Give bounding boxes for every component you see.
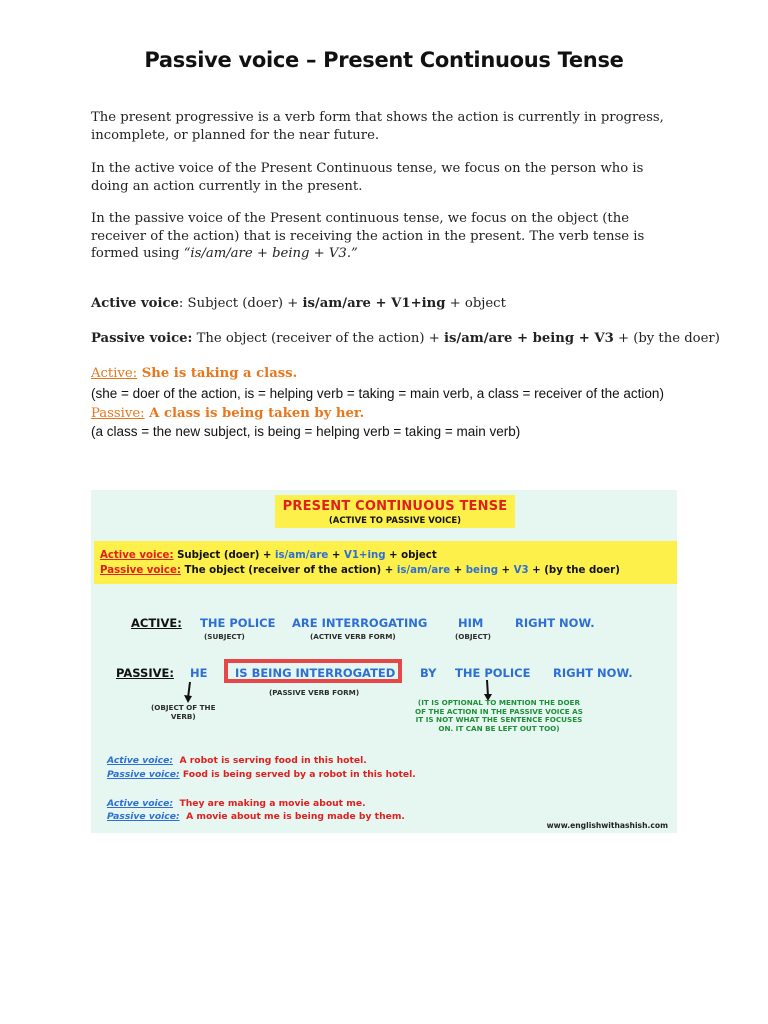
label-optional-doer	[415, 699, 583, 733]
label-optional-line-4: ON. IT CAN BE LEFT OUT TOO)	[438, 723, 560, 733]
website-credit: www.englishwithashish.com	[546, 821, 668, 830]
infographic-active-rule-e: + object	[385, 550, 437, 561]
active-time: RIGHT NOW.	[515, 616, 595, 630]
passive-rule-label: Passive voice:	[91, 331, 193, 346]
infographic-active-rule-c: +	[328, 550, 344, 561]
example-passive	[91, 405, 691, 422]
active-heading: ACTIVE:	[131, 616, 182, 630]
infographic-example-4	[107, 811, 405, 822]
infographic-passive-rule-label: Passive voice:	[100, 565, 181, 576]
label-object-of-verb-line-2: VERB)	[170, 712, 196, 721]
infographic-title: PRESENT CONTINUOUS TENSE	[282, 499, 508, 514]
infographic-passive-rule-d: being	[465, 565, 499, 576]
label-subject: (SUBJECT)	[204, 632, 245, 641]
infographic-rule-box	[94, 541, 677, 584]
passive-time: RIGHT NOW.	[553, 666, 633, 680]
infographic-example-2-label: Passive voice:	[107, 769, 180, 780]
infographic-example-1	[107, 755, 367, 766]
infographic-active-rule-b: is/am/are	[275, 550, 329, 561]
passive-rule-part1: The object (receiver of the action) +	[192, 331, 444, 346]
label-object-of-verb	[151, 703, 216, 721]
infographic-example-2-text: Food is being served by a robot in this hotel.	[182, 769, 416, 780]
label-active-verb-form: (ACTIVE VERB FORM)	[310, 632, 396, 641]
intro-paragraph-3-text: In the passive voice of the Present continuous tense, we focus on the object (the receiver of the action) that is receiving the action in the present. The verb tense is formed using	[91, 211, 645, 261]
active-rule	[91, 295, 691, 312]
passive-agent: THE POLICE	[455, 666, 531, 680]
example-active-label: Active:	[91, 366, 138, 381]
infographic-passive-rule-b: is/am/are	[396, 565, 451, 576]
infographic-example-3-label: Active voice:	[107, 798, 174, 809]
infographic-example-1-text: A robot is serving food in this hotel.	[179, 755, 367, 766]
label-optional-line-2: OF THE ACTION IN THE PASSIVE VOICE AS	[415, 706, 583, 716]
infographic-example-3	[107, 798, 366, 809]
infographic-passive-rule	[100, 565, 620, 576]
infographic-active-rule-d: V1+ing	[343, 550, 386, 561]
infographic-passive-rule-c: +	[450, 565, 466, 576]
intro-paragraph-1: The present progressive is a verb form that shows the action is currently in progress, incomplete, or planned for the near future.	[91, 110, 664, 143]
infographic-example-1-label: Active voice:	[107, 755, 174, 766]
infographic-example-4-label: Passive voice:	[107, 811, 180, 822]
active-rule-part1: : Subject (doer) +	[178, 296, 303, 311]
active-object: HIM	[458, 616, 484, 630]
label-optional-line-1: (IT IS OPTIONAL TO MENTION THE DOER	[417, 698, 580, 707]
formula-inline: “is/am/are + being + V3.”	[183, 246, 358, 261]
label-passive-verb-form: (PASSIVE VERB FORM)	[269, 688, 360, 697]
passive-rule	[91, 330, 720, 347]
passive-heading: PASSIVE:	[116, 666, 174, 680]
passive-subject: HE	[190, 666, 208, 680]
active-verb: ARE INTERROGATING	[292, 616, 428, 630]
infographic-example-4-text: A movie about me is being made by them.	[186, 811, 405, 822]
infographic-passive-rule-f: V3	[513, 565, 529, 576]
infographic-active-rule-a: Subject (doer) +	[173, 550, 275, 561]
infographic-example-3-text: They are making a movie about me.	[179, 798, 366, 809]
active-subject: THE POLICE	[200, 616, 276, 630]
page-title: Passive voice – Present Continuous Tense	[144, 48, 624, 72]
example-active-sentence: She is taking a class.	[137, 366, 298, 381]
infographic-passive-rule-g: + (by the doer)	[528, 565, 620, 576]
label-object: (OBJECT)	[455, 632, 491, 641]
infographic-example-2	[107, 769, 416, 780]
example-passive-sentence: A class is being taken by her.	[144, 406, 365, 421]
infographic-active-rule-label: Active voice:	[100, 550, 174, 561]
label-optional-line-3: IT IS NOT WHAT THE SENTENCE FOCUSES	[415, 715, 583, 725]
example-passive-label: Passive:	[91, 406, 145, 421]
passive-by: BY	[420, 666, 437, 680]
active-rule-formula: is/am/are + V1+ing	[302, 296, 446, 311]
active-rule-part2: + object	[445, 296, 506, 311]
infographic-passive-rule-e: +	[498, 565, 514, 576]
infographic	[91, 490, 677, 833]
infographic-active-rule	[100, 550, 437, 561]
passive-rule-part2: + (by the doer)	[613, 331, 720, 346]
infographic-subtitle: (ACTIVE TO PASSIVE VOICE)	[328, 516, 462, 526]
example-passive-note: (a class = the new subject, is being = helping verb = taking = main verb)	[91, 424, 521, 439]
passive-rule-formula: is/am/are + being + V3	[444, 331, 614, 346]
active-rule-label: Active voice	[91, 296, 179, 311]
example-active-note: (she = doer of the action, is = helping verb = taking = main verb, a class = receiver of the action)	[91, 386, 664, 401]
example-active	[91, 365, 691, 382]
passive-verb: IS BEING INTERROGATED	[235, 666, 396, 680]
infographic-title-box	[275, 495, 515, 528]
infographic-passive-rule-a: The object (receiver of the action) +	[180, 565, 397, 576]
intro-paragraph-3	[91, 210, 681, 263]
intro-paragraph-2: In the active voice of the Present Continuous tense, we focus on the person who is doing an action currently in the present.	[91, 161, 644, 194]
label-object-of-verb-line-1: (OBJECT OF THE	[151, 703, 216, 712]
